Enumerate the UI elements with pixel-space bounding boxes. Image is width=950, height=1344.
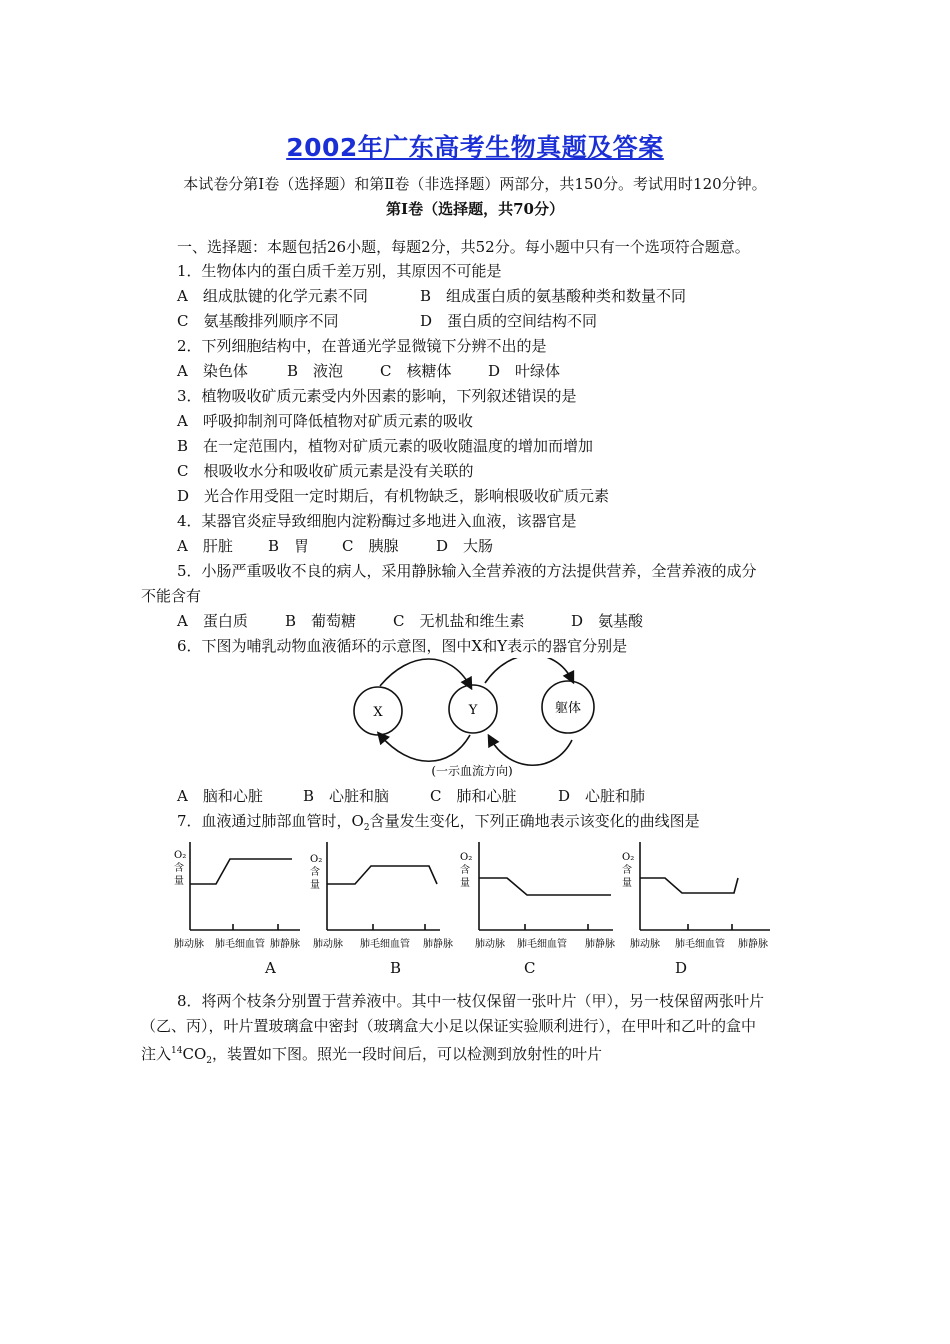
q5-option-c: C 无机盐和维生素	[393, 612, 525, 630]
q6-option-d: D 心脏和肺	[558, 787, 646, 805]
flow-path-x-top	[380, 659, 470, 686]
svg-text:O₂: O₂	[174, 850, 187, 861]
svg-text:含: 含	[622, 865, 632, 876]
q8-line1: 8．将两个枝条分别置于营养液中。其中一枝仅保留一张叶片（甲），另一枝保留两张叶片	[177, 992, 765, 1010]
q5-option-d: D 氨基酸	[571, 612, 644, 630]
q1-option-c: C 氨基酸排列顺序不同	[177, 312, 339, 330]
q2-option-b: B 液泡	[287, 362, 344, 380]
q1-stem: 1．生物体内的蛋白质千差万别，其原因不可能是	[177, 262, 502, 280]
label-body: 躯体	[554, 701, 582, 716]
svg-text:肺静脉: 肺静脉	[423, 939, 453, 950]
q8-line2: （乙、丙），叶片置玻璃盒中密封（玻璃盒大小足以保证实验顺利进行），在甲叶和乙叶的盒中	[141, 1017, 757, 1035]
svg-text:肺动脉: 肺动脉	[174, 939, 204, 950]
svg-text:含: 含	[460, 865, 470, 876]
q6-stem: 6．下图为哺乳动物血液循环的示意图，图中X和Y表示的器官分别是	[177, 637, 628, 655]
flow-path-x-bottom	[380, 735, 470, 761]
graph-a-curve	[190, 859, 292, 884]
svg-text:O₂: O₂	[460, 852, 473, 863]
circulation-diagram	[340, 658, 615, 783]
q4-stem: 4．某器官炎症导致细胞内淀粉酶过多地进入血液，该器官是	[177, 512, 577, 530]
flow-path-body-top	[485, 658, 572, 683]
graph-d-curve	[640, 878, 738, 893]
svg-text:含: 含	[174, 863, 184, 874]
q2-option-a: A 染色体	[177, 362, 248, 380]
q3-option-d: D 光合作用受阻一定时期后，有机物缺乏，影响根吸收矿质元素	[177, 487, 610, 505]
graph-c-letter: C	[524, 959, 536, 977]
intro-text: 本试卷分第Ⅰ卷（选择题）和第Ⅱ卷（非选择题）两部分，共150分。考试用时120分钟。	[183, 175, 767, 193]
o2-graph-c	[455, 840, 620, 955]
q1-option-d: D 蛋白质的空间结构不同	[420, 312, 598, 330]
graph-c-curve	[479, 878, 611, 895]
svg-text:肺静脉: 肺静脉	[738, 939, 768, 950]
svg-text:量: 量	[310, 880, 320, 891]
graph-b-letter: B	[390, 959, 402, 977]
graph-b-curve	[327, 866, 437, 884]
o2-graph-b	[305, 840, 455, 955]
q6-option-a: A 脑和心脏	[177, 787, 263, 805]
q2-stem: 2．下列细胞结构中，在普通光学显微镜下分辨不出的是	[177, 337, 547, 355]
svg-text:肺毛细血管: 肺毛细血管	[215, 939, 265, 950]
q3-option-c: C 根吸收水分和吸收矿质元素是没有关联的	[177, 462, 474, 480]
svg-text:含: 含	[310, 867, 320, 878]
q5-stem-line1: 5．小肠严重吸收不良的病人，采用静脉输入全营养液的方法提供营养，全营养液的成分	[177, 562, 757, 580]
svg-text:肺毛细血管: 肺毛细血管	[360, 939, 410, 950]
svg-text:肺静脉: 肺静脉	[585, 939, 615, 950]
part1-heading: 第Ⅰ卷（选择题，共70分）	[386, 200, 564, 218]
q2-option-c: C 核糖体	[380, 362, 452, 380]
svg-text:O₂: O₂	[310, 854, 323, 865]
svg-text:肺动脉: 肺动脉	[475, 939, 505, 950]
q5-option-a: A 蛋白质	[177, 612, 248, 630]
q4-option-a: A 肝脏	[177, 537, 233, 555]
q5-option-b: B 葡萄糖	[285, 612, 357, 630]
flow-path-body-bottom	[490, 738, 572, 765]
svg-text:肺毛细血管: 肺毛细血管	[675, 939, 725, 950]
section-instructions: 一、选择题：本题包括26小题，每题2分，共52分。每小题中只有一个选项符合题意。	[177, 238, 750, 256]
o2-graph-a	[170, 840, 310, 955]
svg-text:肺毛细血管: 肺毛细血管	[517, 939, 567, 950]
svg-text:O₂: O₂	[622, 852, 635, 863]
q1-option-a: A 组成肽键的化学元素不同	[177, 287, 368, 305]
page-title[interactable]: 2002年广东高考生物真题及答案	[286, 133, 664, 162]
svg-text:肺静脉: 肺静脉	[270, 939, 300, 950]
q8-line3: 注入$^{14}CO_2$，装置如下图。照光一段时间后，可以检测到放射性的叶片	[141, 1045, 602, 1066]
graph-a-letter: A	[265, 959, 276, 977]
label-y: Y	[468, 703, 478, 718]
q2-option-d: D 叶绿体	[488, 362, 561, 380]
q3-stem: 3．植物吸收矿质元素受内外因素的影响，下列叙述错误的是	[177, 387, 577, 405]
svg-text:量: 量	[460, 878, 470, 889]
diagram-caption: (一示血流方向)	[431, 764, 513, 778]
svg-text:量: 量	[622, 878, 632, 889]
svg-text:肺动脉: 肺动脉	[313, 939, 343, 950]
q4-option-b: B 胃	[268, 537, 310, 555]
o2-graph-d	[620, 840, 785, 955]
q7-stem: 7．血液通过肺部血管时，$O_2$含量发生变化，下列正确地表示该变化的曲线图是	[177, 812, 700, 833]
q3-option-b: B 在一定范围内，植物对矿质元素的吸收随温度的增加而增加	[177, 437, 594, 455]
label-x: X	[373, 705, 383, 720]
q6-option-b: B 心脏和脑	[303, 787, 390, 805]
q3-option-a: A 呼吸抑制剂可降低植物对矿质元素的吸收	[177, 412, 473, 430]
q4-option-c: C 胰腺	[342, 537, 399, 555]
svg-text:肺动脉: 肺动脉	[630, 939, 660, 950]
q4-option-d: D 大肠	[436, 537, 494, 555]
graph-d-letter: D	[675, 959, 688, 977]
svg-text:量: 量	[174, 876, 184, 887]
q5-stem-line2: 不能含有	[141, 587, 202, 605]
q6-option-c: C 肺和心脏	[430, 787, 517, 805]
q1-option-b: B 组成蛋白质的氨基酸种类和数量不同	[420, 287, 687, 305]
